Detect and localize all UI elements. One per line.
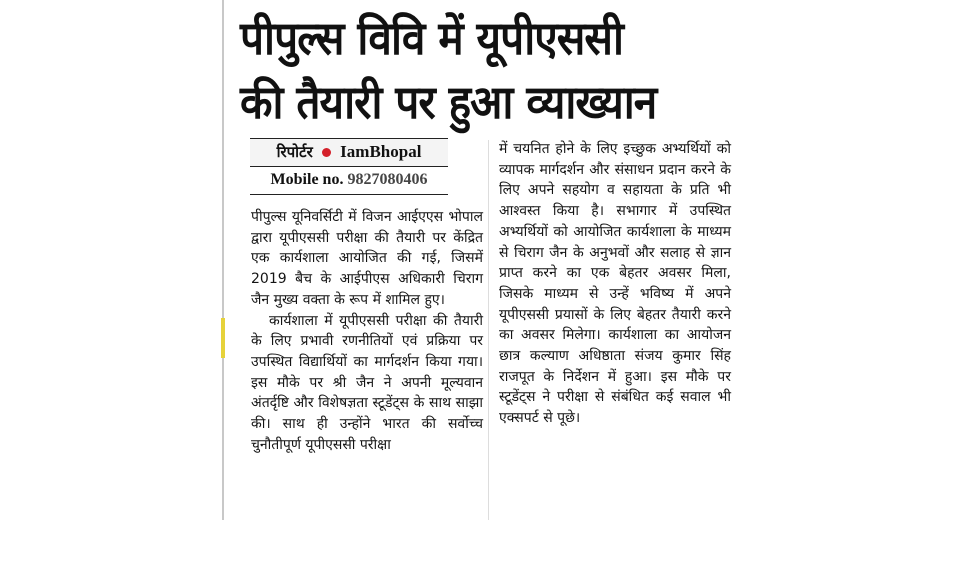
column-1-paragraph-2: कार्यशाला में यूपीएससी परीक्षा की तैयारी के लिए प्रभावी रणनीतियों एवं प्रक्रिया पर उपस्थित विद्यार्थियों का मार्गदर्शन किया गया। इस मौके पर श्री जैन ने अपनी मूल्यवान अंतर्दृष्टि और विशेषज्ञता स्टूडेंट्स के साथ साझा की। साथ ही उन्होंने भारत की सर्वोच्च चुनौतीपूर्ण यूपीएससी परीक्षा [251, 312, 483, 453]
reporter-label: रिपोर्टर [276, 143, 313, 161]
column-divider [488, 140, 489, 520]
mobile-number: 9827080406 [347, 171, 428, 188]
margin-marker [221, 318, 225, 358]
article-column-2 [499, 139, 731, 429]
reporter-line [250, 138, 448, 167]
column-1-paragraph-1: पीपुल्स यूनिवर्सिटी में विजन आईएएस भोपाल द्वारा यूपीएससी परीक्षा की तैयारी पर केंद्रित एक कार्यशाला आयोजित की गई, जिसमें 2019 बैच के आईपीएस अधिकारी चिराग जैन मुख्य वक्ता के रूप में शामिल हुए। [251, 209, 483, 308]
headline-line-1: पीपुल्स विवि में यूपीएससी [240, 11, 624, 65]
byline [250, 138, 448, 195]
headline [240, 6, 718, 134]
red-dot-icon [322, 148, 331, 157]
reporter-name: IamBhopal [340, 142, 422, 161]
article-column-1 [251, 207, 483, 455]
column-2-paragraph-1: में चयनित होने के लिए इच्छुक अभ्यर्थियों को व्यापक मार्गदर्शन और संसाधन प्रदान करने के लिए अपने सहयोग व सहायता के प्रति भी आश्वस्त किया है। सभागार में उपस्थित अभ्यर्थियों को आयोजित कार्यशाला के माध्यम से चिराग जैन के अनुभवों और सलाह से ज्ञान प्राप्त करने का एक बेहतर अवसर मिला, जिसके माध्यम से उन्हें भविष्य में अपने यूपीएससी प्रयासों के लिए बेहतर तैयारी करने का अवसर मिलेगा। कार्यशाला का आयोजन छात्र कल्याण अधिष्ठाता संजय कुमार सिंह राजपूत के निर्देशन में हुआ। इस मौके पर स्टूडेंट्स ने परीक्षा से संबंधित कई सवाल भी एक्सपर्ट से पूछे। [499, 141, 731, 427]
mobile-line [250, 167, 448, 195]
mobile-label: Mobile no. [270, 171, 344, 188]
margin-rule [222, 0, 224, 520]
headline-line-2: की तैयारी पर हुआ व्याख्यान [240, 75, 657, 129]
